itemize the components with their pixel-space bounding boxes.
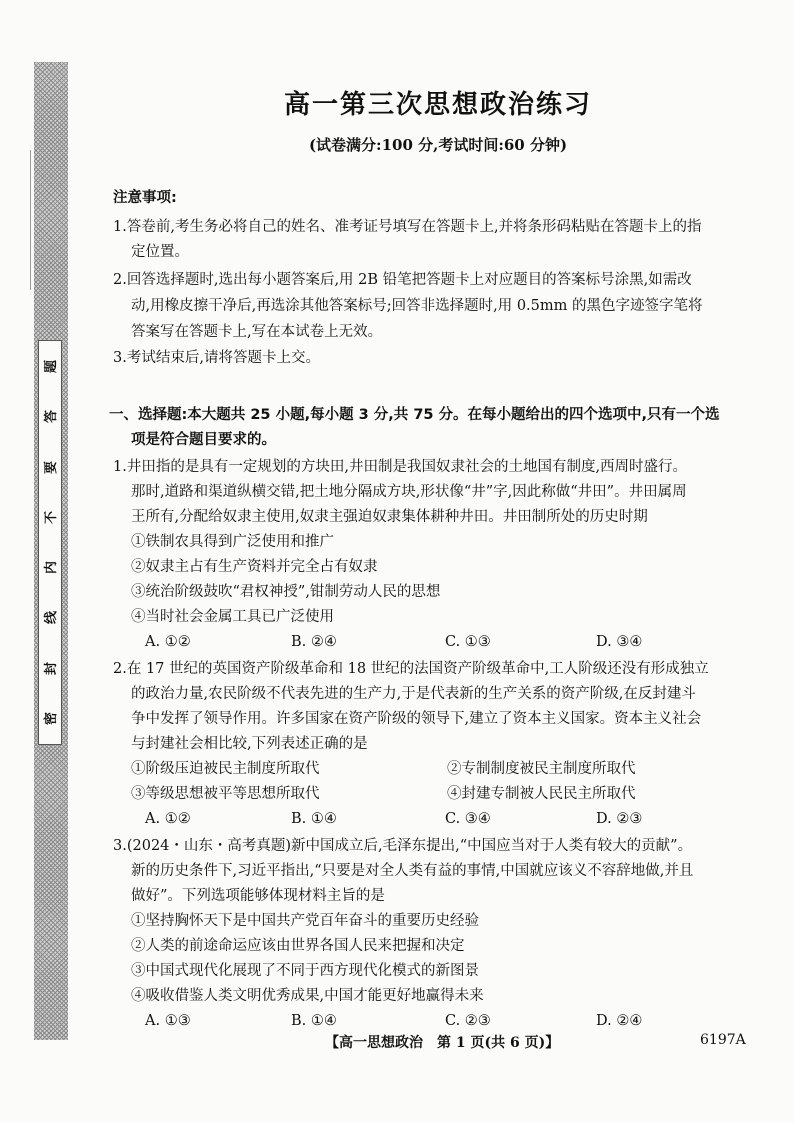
question-stem: 争中发挥了领导作用。许多国家在资产阶级的领导下,建立了资本主义国家。资本主义社会 (131, 711, 702, 727)
binding-char: 要 (44, 460, 60, 474)
option-b: B. ①④ (291, 1013, 337, 1029)
statement: ③中国式现代化展现了不同于西方现代化模式的新图景 (131, 963, 479, 979)
statement: ①铁制农具得到广泛使用和推广 (131, 534, 334, 550)
note-line: 1.答卷前,考生务必将自己的姓名、准考证号填写在答题卡上,并将条形码粘贴在答题卡上的指 (113, 219, 702, 235)
option-b: B. ②④ (291, 634, 337, 650)
question-stem: 王所有,分配给奴隶主使用,奴隶主强迫奴隶集体耕种井田。井田制所处的历史时期 (131, 509, 648, 525)
statement: ③等级思想被平等思想所取代 (131, 786, 320, 802)
section-heading: 一、选择题:本大题共 25 小题,每小题 3 分,共 75 分。在每小题给出的四个选项中,只有一个选 (109, 407, 720, 423)
page-title: 高一第三次思想政治练习 (283, 90, 592, 120)
question-stem: 新的历史条件下,习近平指出,“只要是对全人类有益的事情,中国就应该义不容辞地做,并且 (131, 863, 694, 879)
option-c: C. ①③ (445, 634, 491, 650)
binding-char: 不 (44, 510, 60, 524)
note-line: 动,用橡皮擦干净后,再选涂其他答案标号;回答非选择题时,用 0.5mm 的黑色字迹签字笔将 (131, 298, 703, 314)
notes-heading: 注意事项: (113, 190, 177, 206)
statement: ②奴隶主占有生产资料并完全占有奴隶 (131, 559, 378, 575)
binding-char: 线 (44, 611, 60, 625)
binding-char: 密 (44, 711, 60, 725)
note-line: 3.考试结束后,请将答题卡上交。 (113, 350, 320, 366)
option-b: B. ①④ (291, 811, 337, 827)
binding-warning-box (38, 340, 62, 745)
option-a: A. ①② (145, 634, 191, 650)
binding-char: 内 (44, 561, 60, 575)
statement: ①坚持胸怀天下是中国共产党百年奋斗的重要历史经验 (131, 913, 479, 929)
page-footer: 【高一思想政治 第 1 页(共 6 页)】 (325, 1035, 560, 1051)
statement: ④当时社会金属工具已广泛使用 (131, 609, 334, 625)
option-a: A. ①② (145, 811, 191, 827)
option-a: A. ①③ (145, 1013, 191, 1029)
statement: ②人类的前途命运应该由世界各国人民来把握和决定 (131, 938, 465, 954)
statement: ④吸收借鉴人类文明优秀成果,中国才能更好地赢得未来 (131, 988, 484, 1004)
statement: ③统治阶级鼓吹“君权神授”,钳制劳动人民的思想 (131, 584, 441, 600)
binding-char: 封 (44, 661, 60, 675)
page-subtitle: (试卷满分:100 分,考试时间:60 分钟) (308, 136, 568, 154)
statement: ④封建专制被人民民主所取代 (447, 786, 636, 802)
question-stem: 那时,道路和渠道纵横交错,把土地分隔成方块,形状像“井”字,因此称做“井田”。井田属周 (131, 484, 687, 500)
option-c: C. ②③ (445, 1013, 491, 1029)
statement: ①阶级压迫被民主制度所取代 (131, 761, 320, 777)
paper-code: 6197A (700, 1032, 746, 1048)
binding-char: 题 (44, 359, 60, 374)
question-stem: 的政治力量,农民阶级不代表先进的生产力,于是代表新的生产关系的资产阶级,在反封建斗 (131, 686, 696, 702)
note-line: 定位置。 (131, 244, 189, 260)
question-stem: 1.井田指的是具有一定规划的方块田,井田制是我国奴隶社会的土地国有制度,西周时盛行。 (113, 459, 688, 475)
question-stem: 2.在 17 世纪的英国资产阶级革命和 18 世纪的法国资产阶级革命中,工人阶级还没有形成独立 (113, 661, 709, 677)
option-d: D. ②③ (596, 811, 643, 827)
question-stem: 做好”。下列选项能够体现材料主旨的是 (131, 888, 385, 904)
option-c: C. ③④ (445, 811, 491, 827)
note-line: 2.回答选择题时,选出每小题答案后,用 2B 铅笔把答题卡上对应题目的答案标号涂黑,如需改 (113, 272, 692, 288)
statement: ②专制制度被民主制度所取代 (447, 761, 636, 777)
question-stem: 与封建社会相比较,下列表述正确的是 (131, 736, 368, 752)
option-d: D. ②④ (596, 1013, 643, 1029)
note-line: 答案写在答题卡上,写在本试卷上无效。 (131, 324, 383, 340)
margin-line (30, 150, 31, 290)
section-heading: 项是符合题目要求的。 (131, 432, 276, 448)
option-d: D. ③④ (596, 634, 643, 650)
question-stem: 3.(2024・山东・高考真题)新中国成立后,毛泽东提出,“中国应当对于人类有较大的贡献”。 (113, 838, 693, 854)
binding-char: 答 (44, 410, 60, 424)
